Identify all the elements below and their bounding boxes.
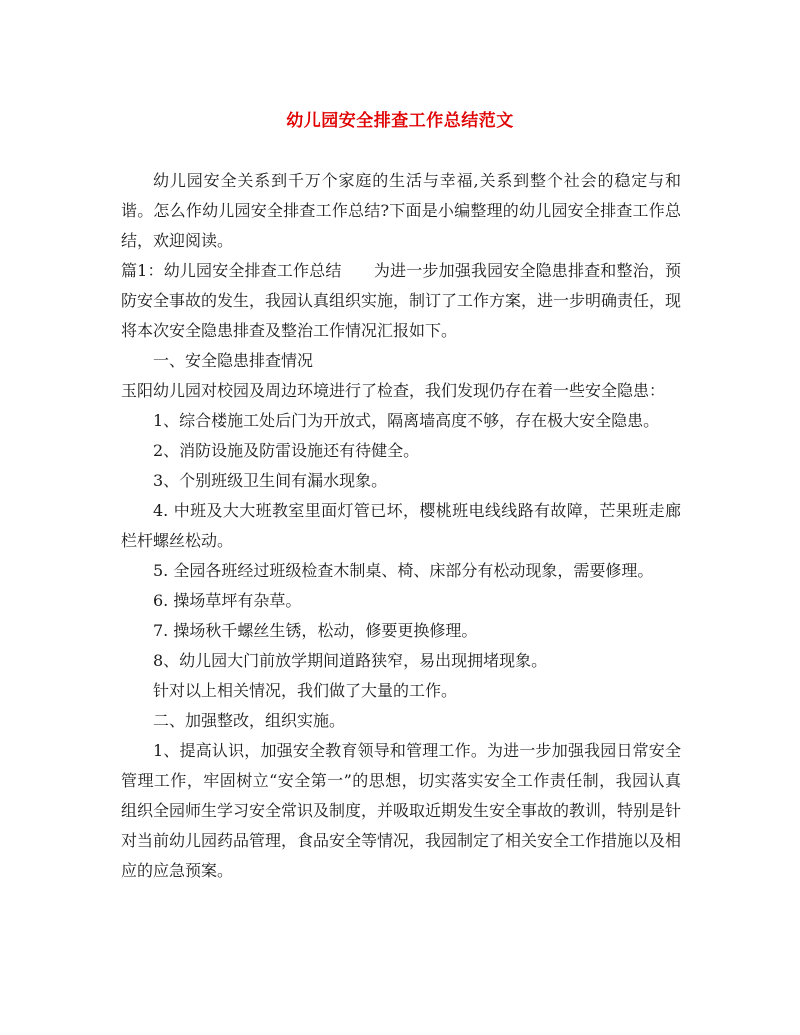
list-item: 6. 操场草坪有杂草。: [153, 591, 302, 610]
body-paragraph: 针对以上相关情况，我们做了大量的工作。: [153, 681, 458, 700]
list-item: 4. 中班及大大班教室里面灯管已坏，樱桃班电线线路有故障，芒果班走廊栏杆螺丝松动。: [121, 501, 681, 550]
list-item: 1、综合楼施工处后门为开放式，隔离墙高度不够，存在极大安全隐患。: [153, 411, 660, 430]
document-body: [121, 166, 681, 886]
list-intro-paragraph: 玉阳幼儿园对校园及周边环境进行了检查，我们发现仍存在着一些安全隐患：: [121, 381, 666, 400]
heading-paragraph: 二、加强整改，组织实施。: [153, 711, 346, 730]
list-item: 7. 操场秋千螺丝生锈，松动，修要更换修理。: [153, 621, 478, 640]
list-item: 2、消防设施及防雷设施还有待健全。: [153, 441, 420, 460]
intro-paragraph: 幼儿园安全关系到千万个家庭的生活与幸福,关系到整个社会的稳定与和谐。怎么作幼儿园安全排查工作总结?下面是小编整理的幼儿园安全排查工作总结，欢迎阅读。: [121, 171, 681, 250]
heading-paragraph: 一、安全隐患排查情况: [153, 351, 314, 370]
list-item: 8、幼儿园大门前放学期间道路狭窄，易出现拥堵现象。: [153, 651, 548, 670]
document-title: 幼儿园安全排查工作总结范文: [286, 111, 514, 131]
list-item: 3、个别班级卫生间有漏水现象。: [153, 471, 388, 490]
section-paragraph: 篇1：幼儿园安全排查工作总结 为进一步加强我园安全隐患排查和整治，预防安全事故的发生，我园认真组织实施，制订了工作方案，进一步明确责任，现将本次安全隐患排查及整治工作情况汇报如下。: [121, 261, 682, 340]
list-item: 5. 全园各班经过班级检查木制桌、椅、床部分有松动现象，需要修理。: [153, 561, 654, 580]
body-paragraph: 1、提高认识，加强安全教育领导和管理工作。为进一步加强我园日常安全管理工作，牢固树立“安全第一”的思想，切实落实安全工作责任制，我园认真组织全园师生学习安全常识及制度，并吸取近期发生安全事故的教训，特别是针对当前幼儿园药品管理，食品安全等情况，我园制定了相关安全工作措施以及相应的应急预案。: [121, 741, 682, 880]
